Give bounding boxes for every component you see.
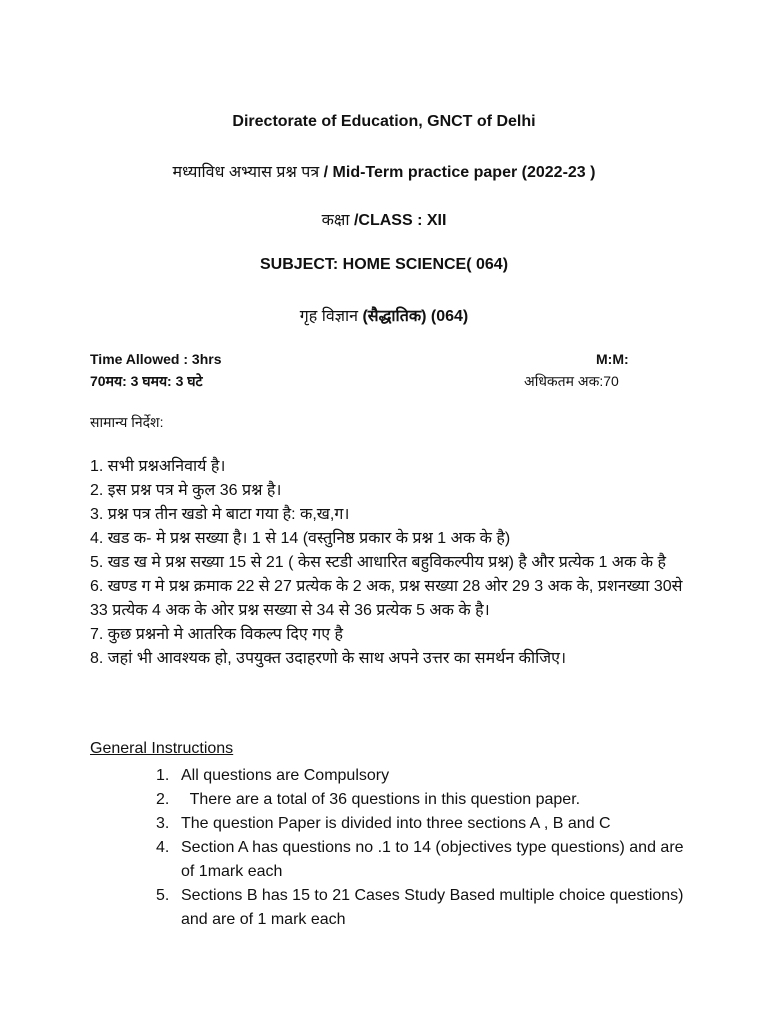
list-item: 7. कुछ प्रश्ननो मे आतरिक विकल्प दिए गए है [90,626,343,643]
list-text: The question Paper is divided into three sections A , B and C [181,815,611,832]
subject-title: SUBJECT: HOME SCIENCE( 064) [259,256,509,273]
subject-code: (064) [426,308,469,325]
time-allowed: Time Allowed : 3hrs [90,351,222,367]
general-instructions-list [156,764,696,932]
max-marks-hindi: अधिकतम अक:70 [524,373,619,389]
paper-title-english: / Mid-Term practice paper (2022-23 ) [319,164,596,181]
subject-hindi-paren: (सैद्धातिक) [358,308,427,325]
hindi-instructions-list [90,455,690,671]
list-number: 3. [156,815,170,832]
list-item: 6. खण्ड ग मे प्रश्न क्रमाक 22 से 27 प्रत्येक के 2 अक, प्रश्न सख्या 28 ओर 29 3 अक के, प्रशनख्या 30से 33 प्रत्येक 4 अक के ओर प्रश्न सख्या से 34 से 36 प्रत्येक 5 अक के है। [90,578,683,619]
list-item: 2. इस प्रश्न पत्र मे कुल 36 प्रश्न है। [90,482,282,499]
hindi-instructions-title: सामान्य निर्देश: [90,414,164,430]
list-text: Section A has questions no .1 to 14 (objectives type questions) and are of 1mark each [181,839,684,880]
list-item [156,884,696,932]
list-item [156,836,696,884]
list-text: Sections B has 15 to 21 Cases Study Based multiple choice questions) and are of 1 mark each [181,887,684,928]
list-item: 1. सभी प्रश्नअनिवार्य है। [90,458,226,475]
paper-title [0,160,768,182]
class-line [0,208,768,230]
list-item [156,764,696,788]
paper-title-hindi: मध्याविध अभ्यास प्रश्न पत्र [172,164,320,181]
time-hindi: 70मय: 3 घमय: 3 घटे [90,373,203,389]
general-instructions-title: General Instructions [90,740,234,757]
subject-hindi-line [0,304,768,326]
list-text: There are a total of 36 questions in this question paper. [181,791,581,808]
class-english: /CLASS : XII [349,212,447,229]
list-item [156,812,696,836]
max-marks-label: M:M: [596,351,629,367]
list-item: 3. प्रश्न पत्र तीन खडो मे बाटा गया है: क,ख,ग। [90,506,350,523]
list-item: 5. खड ख मे प्रश्न सख्या 15 से 21 ( केस स्टडी आधारित बहुविकल्पीय प्रश्न) है और प्रत्येक 1 अक के है [90,554,666,571]
list-number: 1. [156,767,170,784]
list-number: 2. [156,791,170,808]
list-text: All questions are Compulsory [181,767,390,784]
list-item: 4. खड क- मे प्रश्न सख्या है। 1 से 14 (वस्तुनिष्ठ प्रकार के प्रश्न 1 अक के है) [90,530,511,547]
class-hindi: कक्षा [321,212,350,229]
list-item [156,788,696,812]
directorate-title: Directorate of Education, GNCT of Delhi [232,113,536,130]
list-number: 5. [156,887,170,904]
list-number: 4. [156,839,170,856]
list-item: 8. जहां भी आवश्यक हो, उपयुक्त उदाहरणो के साथ अपने उत्तर का समर्थन कीजिए। [90,650,567,667]
subject-hindi: गृह विज्ञान [299,308,359,325]
